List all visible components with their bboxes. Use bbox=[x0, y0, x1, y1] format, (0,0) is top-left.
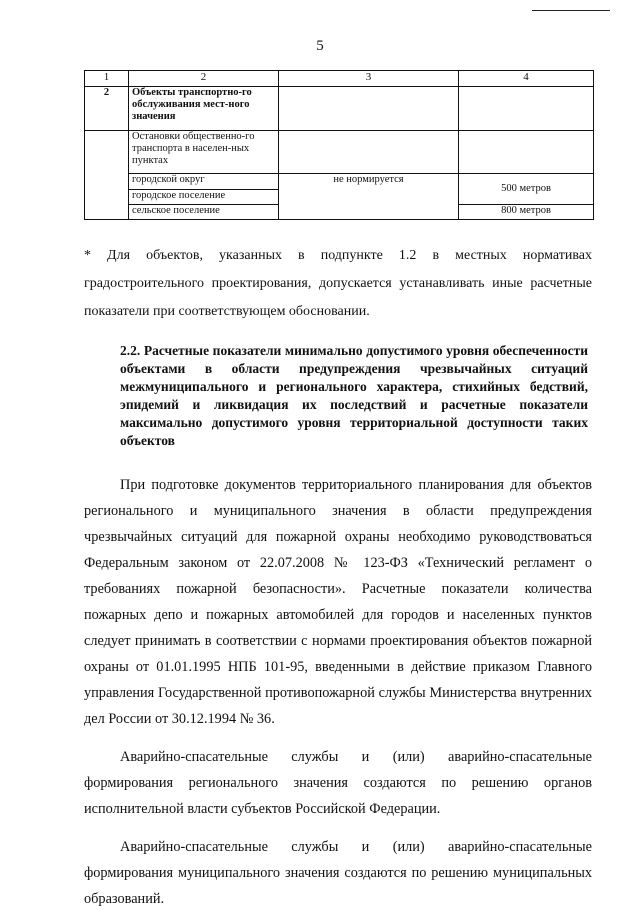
table-row bbox=[85, 174, 594, 189]
not-regulated-value: не нормируется bbox=[279, 174, 459, 220]
urban-distance-value: 500 метров bbox=[459, 174, 594, 204]
table-header-row bbox=[85, 71, 594, 87]
table-row bbox=[85, 87, 594, 131]
table-row bbox=[85, 130, 594, 174]
page-number: 5 bbox=[316, 38, 324, 54]
section-heading bbox=[120, 342, 588, 450]
subgroup-title: Остановки общественно-го транспорта в населен-ных пунктах bbox=[129, 130, 279, 174]
body-text bbox=[84, 472, 592, 924]
table-header-cell: 1 bbox=[85, 71, 129, 87]
rural-distance-value: 800 метров bbox=[459, 204, 594, 219]
table-cell bbox=[279, 87, 459, 131]
group-number: 2 bbox=[85, 87, 129, 131]
table-header-cell: 4 bbox=[459, 71, 594, 87]
row-name: городское поселение bbox=[129, 189, 279, 204]
row-name: городской округ bbox=[129, 174, 279, 189]
paragraph: При подготовке документов территориального планирования для объектов регионального и муниципального значения в области предупреждения чрезвычайных ситуаций для пожарной охраны необходимо руководствоваться Федеральным законом от 22.07.2008 № 123-ФЗ «Технический регламент о требованиях пожарной безопасности». Расчетные показатели количества пожарных депо и пожарных автомобилей для городов и населенных пунктов следует принимать в соответствии с нормами проектирования объектов пожарной охраны от 01.01.1995 НПБ 101-95, введенными в действие приказом Главного управления Государственной противопожарной службы Министерства внутренних дел России от 30.12.1994 № 36. bbox=[84, 477, 592, 727]
row-name: сельское поселение bbox=[129, 204, 279, 219]
paragraph: Аварийно-спасательные службы и (или) аварийно-спасательные формирования регионального значения создаются по решению органов исполнительной власти субъектов Российской Федерации. bbox=[84, 749, 592, 817]
section-title: Расчетные показатели минимально допустимого уровня обеспеченности объектами в области предупреждения чрезвычайных ситуаций межмуниципального и регионального характера, стихийных бедствий, эпидемий и ликвидация их последствий и расчетные показатели максимально допустимого уровня территориальной доступности таких объектов bbox=[120, 343, 588, 448]
footnote: * Для объектов, указанных в подпункте 1.2 в местных нормативах градостроительного проектирования, допускается устанавливать иные расчетные показатели при соответствующем обосновании. bbox=[84, 248, 592, 319]
table-header-cell: 2 bbox=[129, 71, 279, 87]
group-title: Объекты транспортно-го обслуживания мест-ного значения bbox=[129, 87, 279, 131]
paragraph: Аварийно-спасательные службы и (или) аварийно-спасательные формирования муниципального значения создаются по решению муниципальных образований. bbox=[84, 839, 592, 907]
table-cell bbox=[279, 130, 459, 174]
top-rule bbox=[532, 10, 610, 11]
table-cell bbox=[85, 130, 129, 219]
table-cell bbox=[459, 87, 594, 131]
section-number: 2.2. bbox=[120, 343, 141, 358]
table-header-cell: 3 bbox=[279, 71, 459, 87]
norms-table bbox=[84, 70, 594, 220]
table-cell bbox=[459, 130, 594, 174]
